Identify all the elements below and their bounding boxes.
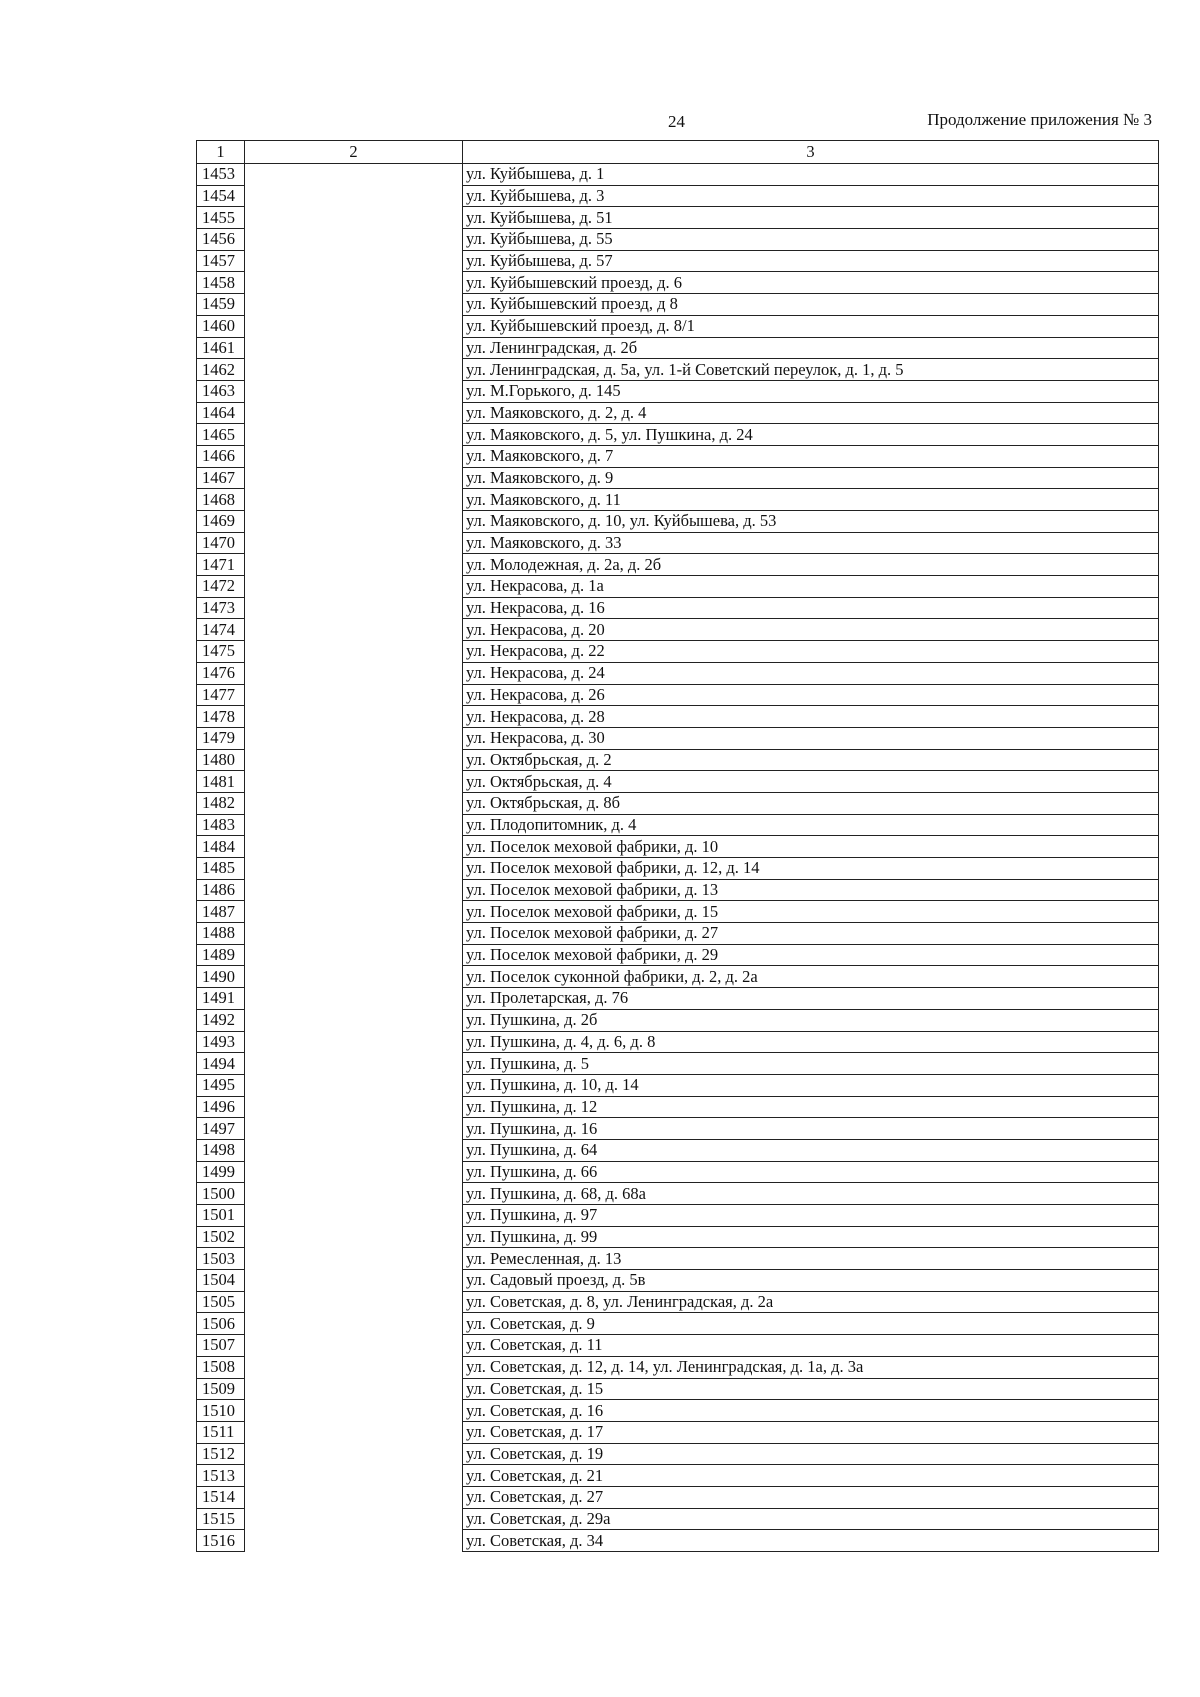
address-cell: ул. Маяковского, д. 5, ул. Пушкина, д. 24 xyxy=(463,424,1159,446)
table-row xyxy=(197,207,1159,229)
row-number: 1490 xyxy=(197,966,245,988)
table-body xyxy=(197,164,1159,1552)
empty-cell xyxy=(245,1031,463,1053)
empty-cell xyxy=(245,836,463,858)
empty-cell xyxy=(245,1009,463,1031)
address-cell: ул. Некрасова, д. 16 xyxy=(463,597,1159,619)
empty-cell xyxy=(245,641,463,663)
empty-cell xyxy=(245,359,463,381)
row-number: 1471 xyxy=(197,554,245,576)
empty-cell xyxy=(245,1443,463,1465)
table-row xyxy=(197,424,1159,446)
empty-cell xyxy=(245,771,463,793)
address-cell: ул. Ремесленная, д. 13 xyxy=(463,1248,1159,1270)
table-row xyxy=(197,164,1159,186)
address-cell: ул. Советская, д. 19 xyxy=(463,1443,1159,1465)
row-number: 1515 xyxy=(197,1508,245,1530)
row-number: 1481 xyxy=(197,771,245,793)
row-number: 1500 xyxy=(197,1183,245,1205)
table-row xyxy=(197,1530,1159,1552)
address-cell: ул. Маяковского, д. 9 xyxy=(463,467,1159,489)
address-cell: ул. Советская, д. 21 xyxy=(463,1465,1159,1487)
empty-cell xyxy=(245,749,463,771)
empty-cell xyxy=(245,684,463,706)
row-number: 1514 xyxy=(197,1486,245,1508)
table-row xyxy=(197,706,1159,728)
table-row xyxy=(197,272,1159,294)
address-cell: ул. Пролетарская, д. 76 xyxy=(463,988,1159,1010)
address-cell: ул. Ленинградская, д. 2б xyxy=(463,337,1159,359)
address-cell: ул. Куйбышева, д. 51 xyxy=(463,207,1159,229)
row-number: 1469 xyxy=(197,511,245,533)
row-number: 1508 xyxy=(197,1356,245,1378)
row-number: 1513 xyxy=(197,1465,245,1487)
empty-cell xyxy=(245,1291,463,1313)
empty-cell xyxy=(245,424,463,446)
address-cell: ул. Пушкина, д. 99 xyxy=(463,1226,1159,1248)
table-row xyxy=(197,1443,1159,1465)
address-cell: ул. Некрасова, д. 24 xyxy=(463,662,1159,684)
table-row xyxy=(197,1139,1159,1161)
table-row xyxy=(197,402,1159,424)
empty-cell xyxy=(245,1226,463,1248)
row-number: 1473 xyxy=(197,597,245,619)
empty-cell xyxy=(245,1508,463,1530)
empty-cell xyxy=(245,792,463,814)
row-number: 1474 xyxy=(197,619,245,641)
row-number: 1488 xyxy=(197,923,245,945)
row-number: 1466 xyxy=(197,445,245,467)
table-row xyxy=(197,836,1159,858)
row-number: 1460 xyxy=(197,315,245,337)
row-number: 1516 xyxy=(197,1530,245,1552)
table-row xyxy=(197,662,1159,684)
row-number: 1467 xyxy=(197,467,245,489)
row-number: 1459 xyxy=(197,294,245,316)
address-cell: ул. Куйбышевский проезд, д. 8/1 xyxy=(463,315,1159,337)
row-number: 1509 xyxy=(197,1378,245,1400)
row-number: 1456 xyxy=(197,229,245,251)
table-row xyxy=(197,380,1159,402)
table-row xyxy=(197,1335,1159,1357)
empty-cell xyxy=(245,1356,463,1378)
row-number: 1455 xyxy=(197,207,245,229)
table-row xyxy=(197,966,1159,988)
table-row xyxy=(197,901,1159,923)
table-row xyxy=(197,1009,1159,1031)
address-cell: ул. Советская, д. 8, ул. Ленинградская, д. 2а xyxy=(463,1291,1159,1313)
table-row xyxy=(197,923,1159,945)
address-cell: ул. Некрасова, д. 28 xyxy=(463,706,1159,728)
empty-cell xyxy=(245,1248,463,1270)
address-cell: ул. Куйбышева, д. 55 xyxy=(463,229,1159,251)
empty-cell xyxy=(245,1313,463,1335)
row-number: 1457 xyxy=(197,250,245,272)
empty-cell xyxy=(245,923,463,945)
table-row xyxy=(197,1205,1159,1227)
empty-cell xyxy=(245,511,463,533)
address-cell: ул. Советская, д. 34 xyxy=(463,1530,1159,1552)
row-number: 1480 xyxy=(197,749,245,771)
row-number: 1476 xyxy=(197,662,245,684)
empty-cell xyxy=(245,879,463,901)
table-row xyxy=(197,185,1159,207)
row-number: 1462 xyxy=(197,359,245,381)
table-row xyxy=(197,445,1159,467)
appendix-continuation-label: Продолжение приложения № 3 xyxy=(927,110,1152,129)
address-cell: ул. Маяковского, д. 10, ул. Куйбышева, д. 53 xyxy=(463,511,1159,533)
address-cell: ул. Поселок меховой фабрики, д. 15 xyxy=(463,901,1159,923)
empty-cell xyxy=(245,662,463,684)
column-header-2: 2 xyxy=(245,141,463,164)
table-row xyxy=(197,489,1159,511)
table-row xyxy=(197,727,1159,749)
empty-cell xyxy=(245,1400,463,1422)
row-number: 1506 xyxy=(197,1313,245,1335)
table-row xyxy=(197,359,1159,381)
table-row xyxy=(197,554,1159,576)
address-cell: ул. Советская, д. 12, д. 14, ул. Ленинградская, д. 1а, д. 3а xyxy=(463,1356,1159,1378)
address-cell: ул. Советская, д. 17 xyxy=(463,1421,1159,1443)
address-cell: ул. Пушкина, д. 5 xyxy=(463,1053,1159,1075)
row-number: 1463 xyxy=(197,380,245,402)
address-cell: ул. Поселок меховой фабрики, д. 29 xyxy=(463,944,1159,966)
empty-cell xyxy=(245,445,463,467)
table-row xyxy=(197,1270,1159,1292)
table-row xyxy=(197,1356,1159,1378)
row-number: 1453 xyxy=(197,164,245,186)
address-cell: ул. Советская, д. 15 xyxy=(463,1378,1159,1400)
row-number: 1496 xyxy=(197,1096,245,1118)
table-row xyxy=(197,337,1159,359)
address-cell: ул. Пушкина, д. 4, д. 6, д. 8 xyxy=(463,1031,1159,1053)
empty-cell xyxy=(245,164,463,186)
address-cell: ул. Куйбышева, д. 3 xyxy=(463,185,1159,207)
table-row xyxy=(197,597,1159,619)
empty-cell xyxy=(245,988,463,1010)
table-row xyxy=(197,1378,1159,1400)
empty-cell xyxy=(245,966,463,988)
table-row xyxy=(197,1161,1159,1183)
address-cell: ул. Ленинградская, д. 5а, ул. 1-й Советский переулок, д. 1, д. 5 xyxy=(463,359,1159,381)
address-cell: ул. Куйбышевский проезд, д 8 xyxy=(463,294,1159,316)
address-cell: ул. Некрасова, д. 30 xyxy=(463,727,1159,749)
empty-cell xyxy=(245,1096,463,1118)
address-cell: ул. Советская, д. 27 xyxy=(463,1486,1159,1508)
address-cell: ул. Октябрьская, д. 4 xyxy=(463,771,1159,793)
empty-cell xyxy=(245,272,463,294)
empty-cell xyxy=(245,597,463,619)
empty-cell xyxy=(245,467,463,489)
address-cell: ул. Пушкина, д. 68, д. 68а xyxy=(463,1183,1159,1205)
address-cell: ул. Поселок меховой фабрики, д. 27 xyxy=(463,923,1159,945)
table-row xyxy=(197,1486,1159,1508)
row-number: 1465 xyxy=(197,424,245,446)
address-cell: ул. Куйбышева, д. 1 xyxy=(463,164,1159,186)
column-header-1: 1 xyxy=(197,141,245,164)
row-number: 1507 xyxy=(197,1335,245,1357)
table-row xyxy=(197,532,1159,554)
row-number: 1475 xyxy=(197,641,245,663)
empty-cell xyxy=(245,315,463,337)
row-number: 1491 xyxy=(197,988,245,1010)
table-row xyxy=(197,1183,1159,1205)
table-row xyxy=(197,229,1159,251)
page-number: 24 xyxy=(668,112,685,131)
row-number: 1511 xyxy=(197,1421,245,1443)
empty-cell xyxy=(245,1053,463,1075)
table-row xyxy=(197,1031,1159,1053)
table-row xyxy=(197,511,1159,533)
row-number: 1479 xyxy=(197,727,245,749)
address-cell: ул. Молодежная, д. 2а, д. 2б xyxy=(463,554,1159,576)
empty-cell xyxy=(245,814,463,836)
address-cell: ул. Советская, д. 16 xyxy=(463,1400,1159,1422)
address-cell: ул. Маяковского, д. 2, д. 4 xyxy=(463,402,1159,424)
row-number: 1497 xyxy=(197,1118,245,1140)
table-row xyxy=(197,988,1159,1010)
row-number: 1493 xyxy=(197,1031,245,1053)
address-cell: ул. Поселок меховой фабрики, д. 10 xyxy=(463,836,1159,858)
row-number: 1505 xyxy=(197,1291,245,1313)
address-cell: ул. Поселок меховой фабрики, д. 12, д. 14 xyxy=(463,858,1159,880)
table-row xyxy=(197,879,1159,901)
address-cell: ул. Пушкина, д. 64 xyxy=(463,1139,1159,1161)
row-number: 1498 xyxy=(197,1139,245,1161)
table-row xyxy=(197,1118,1159,1140)
row-number: 1477 xyxy=(197,684,245,706)
row-number: 1492 xyxy=(197,1009,245,1031)
address-table xyxy=(196,140,1159,1552)
row-number: 1494 xyxy=(197,1053,245,1075)
table-row xyxy=(197,684,1159,706)
row-number: 1478 xyxy=(197,706,245,728)
empty-cell xyxy=(245,1183,463,1205)
empty-cell xyxy=(245,944,463,966)
table-row xyxy=(197,250,1159,272)
address-cell: ул. Поселок меховой фабрики, д. 13 xyxy=(463,879,1159,901)
header-row xyxy=(197,141,1159,164)
empty-cell xyxy=(245,402,463,424)
table-row xyxy=(197,944,1159,966)
address-cell: ул. Некрасова, д. 22 xyxy=(463,641,1159,663)
empty-cell xyxy=(245,1161,463,1183)
row-number: 1472 xyxy=(197,576,245,598)
table-row xyxy=(197,1074,1159,1096)
row-number: 1512 xyxy=(197,1443,245,1465)
address-cell: ул. Советская, д. 11 xyxy=(463,1335,1159,1357)
empty-cell xyxy=(245,1421,463,1443)
empty-cell xyxy=(245,1118,463,1140)
empty-cell xyxy=(245,1465,463,1487)
address-cell: ул. Садовый проезд, д. 5в xyxy=(463,1270,1159,1292)
row-number: 1501 xyxy=(197,1205,245,1227)
empty-cell xyxy=(245,1486,463,1508)
row-number: 1464 xyxy=(197,402,245,424)
empty-cell xyxy=(245,229,463,251)
empty-cell xyxy=(245,294,463,316)
address-cell: ул. Пушкина, д. 2б xyxy=(463,1009,1159,1031)
address-cell: ул. Пушкина, д. 97 xyxy=(463,1205,1159,1227)
table-row xyxy=(197,1291,1159,1313)
table-row xyxy=(197,1313,1159,1335)
empty-cell xyxy=(245,532,463,554)
row-number: 1470 xyxy=(197,532,245,554)
address-cell: ул. Советская, д. 9 xyxy=(463,1313,1159,1335)
table-row xyxy=(197,1400,1159,1422)
row-number: 1502 xyxy=(197,1226,245,1248)
address-cell: ул. Маяковского, д. 7 xyxy=(463,445,1159,467)
table-row xyxy=(197,467,1159,489)
row-number: 1482 xyxy=(197,792,245,814)
empty-cell xyxy=(245,901,463,923)
address-cell: ул. Советская, д. 29а xyxy=(463,1508,1159,1530)
empty-cell xyxy=(245,1378,463,1400)
table-row xyxy=(197,858,1159,880)
address-cell: ул. Пушкина, д. 66 xyxy=(463,1161,1159,1183)
address-cell: ул. Маяковского, д. 11 xyxy=(463,489,1159,511)
address-cell: ул. Пушкина, д. 10, д. 14 xyxy=(463,1074,1159,1096)
empty-cell xyxy=(245,207,463,229)
table-row xyxy=(197,771,1159,793)
empty-cell xyxy=(245,727,463,749)
address-cell: ул. Куйбышевский проезд, д. 6 xyxy=(463,272,1159,294)
address-cell: ул. Некрасова, д. 26 xyxy=(463,684,1159,706)
address-cell: ул. Маяковского, д. 33 xyxy=(463,532,1159,554)
empty-cell xyxy=(245,250,463,272)
address-cell: ул. Поселок суконной фабрики, д. 2, д. 2а xyxy=(463,966,1159,988)
row-number: 1468 xyxy=(197,489,245,511)
empty-cell xyxy=(245,619,463,641)
address-cell: ул. Куйбышева, д. 57 xyxy=(463,250,1159,272)
empty-cell xyxy=(245,858,463,880)
table-row xyxy=(197,1421,1159,1443)
address-cell: ул. Октябрьская, д. 8б xyxy=(463,792,1159,814)
address-cell: ул. Плодопитомник, д. 4 xyxy=(463,814,1159,836)
empty-cell xyxy=(245,706,463,728)
empty-cell xyxy=(245,1205,463,1227)
table-row xyxy=(197,1053,1159,1075)
address-cell: ул. Октябрьская, д. 2 xyxy=(463,749,1159,771)
row-number: 1499 xyxy=(197,1161,245,1183)
table-header xyxy=(197,141,1159,164)
table-row xyxy=(197,1248,1159,1270)
address-cell: ул. М.Горького, д. 145 xyxy=(463,380,1159,402)
table-row xyxy=(197,1226,1159,1248)
empty-cell xyxy=(245,554,463,576)
row-number: 1483 xyxy=(197,814,245,836)
table-row xyxy=(197,1465,1159,1487)
table-row xyxy=(197,315,1159,337)
column-header-3: 3 xyxy=(463,141,1159,164)
empty-cell xyxy=(245,1270,463,1292)
table-row xyxy=(197,294,1159,316)
row-number: 1504 xyxy=(197,1270,245,1292)
address-cell: ул. Некрасова, д. 1а xyxy=(463,576,1159,598)
row-number: 1461 xyxy=(197,337,245,359)
table-row xyxy=(197,1096,1159,1118)
row-number: 1503 xyxy=(197,1248,245,1270)
empty-cell xyxy=(245,380,463,402)
row-number: 1484 xyxy=(197,836,245,858)
address-cell: ул. Пушкина, д. 16 xyxy=(463,1118,1159,1140)
row-number: 1495 xyxy=(197,1074,245,1096)
empty-cell xyxy=(245,1335,463,1357)
address-cell: ул. Пушкина, д. 12 xyxy=(463,1096,1159,1118)
table-row xyxy=(197,792,1159,814)
row-number: 1487 xyxy=(197,901,245,923)
row-number: 1458 xyxy=(197,272,245,294)
table-row xyxy=(197,1508,1159,1530)
empty-cell xyxy=(245,337,463,359)
row-number: 1510 xyxy=(197,1400,245,1422)
table-row xyxy=(197,641,1159,663)
empty-cell xyxy=(245,1139,463,1161)
address-cell: ул. Некрасова, д. 20 xyxy=(463,619,1159,641)
table-row xyxy=(197,749,1159,771)
table-row xyxy=(197,619,1159,641)
row-number: 1489 xyxy=(197,944,245,966)
table-row xyxy=(197,576,1159,598)
empty-cell xyxy=(245,1530,463,1552)
row-number: 1485 xyxy=(197,858,245,880)
row-number: 1454 xyxy=(197,185,245,207)
empty-cell xyxy=(245,185,463,207)
empty-cell xyxy=(245,1074,463,1096)
row-number: 1486 xyxy=(197,879,245,901)
empty-cell xyxy=(245,489,463,511)
table-row xyxy=(197,814,1159,836)
empty-cell xyxy=(245,576,463,598)
